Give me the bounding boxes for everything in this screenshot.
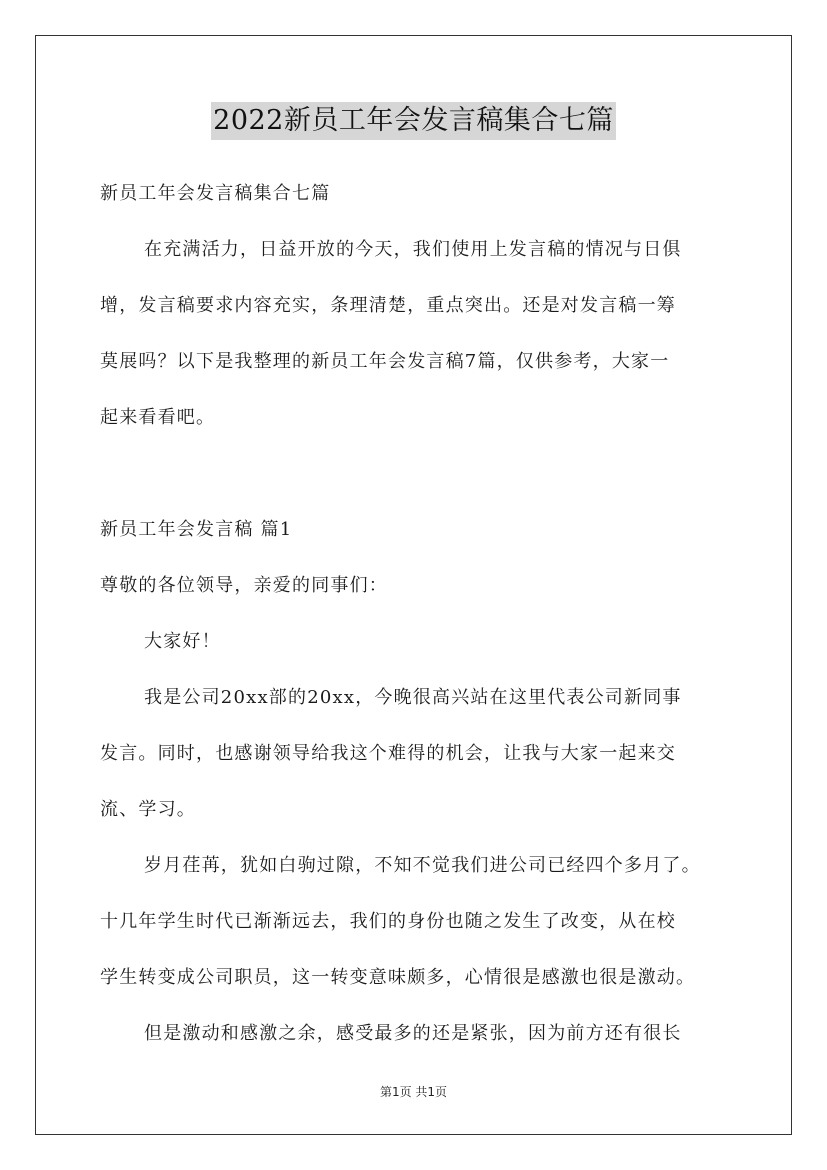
section-gap [100,446,740,502]
document-subtitle: 新员工年会发言稿集合七篇 [100,183,331,204]
document-body [100,166,740,1062]
paragraph-line: 但是激动和感激之余，感受最多的还是紧张，因为前方还有很长 [144,1023,682,1044]
intro-line: 莫展吗？以下是我整理的新员工年会发言稿7篇，仅供参考，大家一 [100,351,670,372]
paragraph-line: 我是公司20xx部的20xx，今晚很高兴站在这里代表公司新同事 [144,687,682,708]
section-heading: 新员工年会发言稿 篇1 [100,519,293,540]
paragraph-line: 流、学习。 [100,799,196,820]
page-indicator: 第1页 共1页 [379,1085,448,1099]
intro-line: 增，发言稿要求内容充实，条理清楚，重点突出。还是对发言稿一筹 [100,295,676,316]
page-footer [0,1083,827,1100]
greeting: 大家好！ [144,631,221,652]
paragraph-line: 十几年学生时代已渐渐远去，我们的身份也随之发生了改变，从在校 [100,911,676,932]
document-title: 2022新员工年会发言稿集合七篇 [211,102,616,140]
intro-line: 起来看看吧。 [100,407,216,428]
paragraph-line: 岁月荏苒，犹如白驹过隙，不知不觉我们进公司已经四个多月了。 [144,855,701,876]
salutation: 尊敬的各位领导，亲爱的同事们： [100,575,388,596]
paragraph-line: 学生转变成公司职员，这一转变意味颇多，心情很是感激也很是激动。 [100,967,696,988]
paragraph-line: 发言。同时，也感谢领导给我这个难得的机会，让我与大家一起来交 [100,743,676,764]
title-container [0,102,827,140]
intro-line: 在充满活力，日益开放的今天，我们使用上发言稿的情况与日俱 [144,239,682,260]
